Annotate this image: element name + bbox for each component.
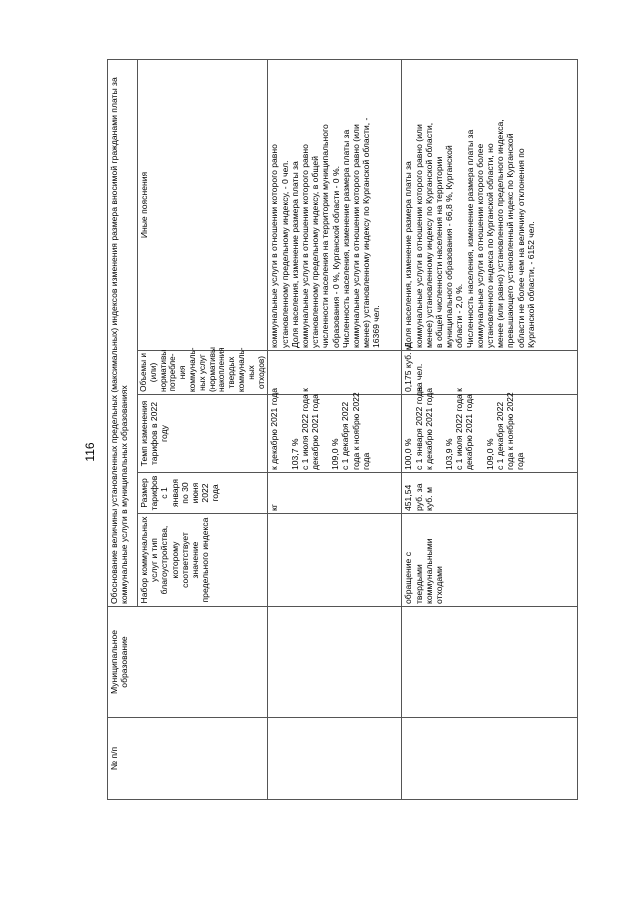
other-line: области - 2,0 %. (454, 283, 465, 348)
rate-line: с 1 января 2022 года (413, 386, 424, 470)
volumes-line: 0,175 куб. м (403, 344, 414, 392)
rate-line: года к ноябрю 2022 (504, 392, 515, 470)
other-line: Доля населения, изменение размера платы за (403, 161, 414, 348)
rate-line: года к ноябрю 2022 (350, 392, 361, 470)
cell-tariff-rate (268, 387, 402, 473)
header-tariff-size: Размер тарифов с 1 января по 30 июня 2022 года (138, 473, 268, 514)
header-services: Набор коммунальных услуг и тип благоустройства, которому соответствует значение предельного индекса (138, 514, 268, 607)
rate-line: 103,9 % (443, 438, 454, 470)
header-other: Иные пояснения (138, 59, 268, 350)
services-line: отходами (433, 566, 444, 604)
header-justification: Обоснование величины установленных предельных (максимальных) индексов изменения размера вносимой гражданами платы за коммунальные услуги в муниципальных образованиях (108, 59, 138, 606)
table-row (402, 59, 578, 799)
rate-line: года (360, 452, 371, 470)
rate-line: к декабрю 2021 года (423, 387, 434, 470)
other-line: установленному предельному индексу, в общей (310, 156, 321, 348)
cell-tariff-size: кг (268, 473, 402, 514)
cell-other (268, 59, 402, 350)
rate-line: 109,0 % (330, 438, 341, 470)
other-line: муниципального образования - 66,8 %, Курганской (444, 145, 455, 348)
header-volumes: Объемы и (или) нормативы потребле-ния коммуналь-ных услуг (нормативы накопления твердых коммуналь-ных отходов) (138, 351, 268, 395)
other-line: 16369 чел. (371, 305, 382, 348)
header-tariff-rate: Темп изменения тарифов в 2022 году (138, 395, 268, 473)
rate-line: с 1 декабря 2022 (340, 401, 351, 470)
volumes-line: на чел. (413, 363, 424, 392)
rate-line: 100,0 % (403, 438, 414, 470)
table-row (268, 59, 402, 799)
header-num: № п/п (108, 718, 268, 800)
rate-line: декабрю 2021 года (464, 394, 475, 470)
services-line: коммунальными (423, 538, 434, 604)
other-line: коммунальные услуги в отношении которого более (474, 143, 485, 348)
cell-num (402, 718, 578, 800)
cell-tariff-rate (402, 386, 578, 473)
other-line: коммунальные услуги в отношении которого равно (269, 144, 280, 348)
rate-line: к декабрю 2021 года (269, 387, 280, 470)
cell-services (268, 514, 402, 607)
justification-table (107, 59, 578, 800)
other-line: менее) установленному индексу по Курганской области, - (361, 117, 372, 348)
other-line: Численность населения, изменение размера платы за (340, 129, 351, 348)
header-municipality: Муниципальное образование (108, 607, 268, 718)
cell-other (402, 59, 578, 350)
page-number: 116 (83, 442, 97, 462)
cell-tariff-size (402, 473, 578, 514)
other-line: Доля населения, изменение размера платы за (289, 161, 300, 348)
other-line: области не более чем на величину отклонения по (515, 148, 526, 348)
other-line: образования - 0 %, Курганской области - 0 %. (330, 165, 341, 348)
cell-num (268, 718, 402, 800)
header-row-1 (108, 59, 138, 799)
services-line: обращение с (403, 551, 414, 604)
other-line: Численность населения, изменение размера платы за (464, 129, 475, 348)
rotated-page (107, 60, 617, 800)
tariff-line: 451,54 (403, 484, 414, 511)
other-line: в общей численности населения на территории (433, 156, 444, 348)
rate-line: 103,7 % (289, 438, 300, 470)
other-line: коммунальные услуги в отношении которого равно (299, 144, 310, 348)
services-line: твердыми (413, 564, 424, 604)
other-line: Курганской области, - 6152 чел. (525, 221, 536, 348)
rate-line: года (515, 452, 526, 470)
rate-line: декабрю 2021 года (309, 394, 320, 470)
other-line: коммунальные услуги в отношении которого равно (или (350, 124, 361, 348)
other-line: превышающего установленный индекс по Курганской (505, 133, 516, 348)
rate-line: с 1 декабря 2022 (494, 401, 505, 470)
other-line: менее) установленному индексу по Курганской области, (423, 122, 434, 348)
rate-line: с 1 июля 2022 года к (454, 388, 465, 470)
other-line: установленному предельному индексу, - 0 чел. (279, 160, 290, 348)
tariff-line: руб. за (413, 483, 424, 511)
rate-line: 109,0 % (484, 438, 495, 470)
cell-municipality (268, 607, 402, 718)
cell-services (402, 514, 578, 607)
tariff-line: куб. м (423, 487, 434, 511)
other-line: установленного индекса по Курганской области, но (484, 143, 495, 348)
other-line: коммунальные услуги в отношении которого равно (или (413, 124, 424, 348)
cell-volumes (268, 351, 402, 395)
other-line: менее (или равно) установленного предельного индекса, (495, 119, 506, 348)
cell-municipality (402, 607, 578, 718)
other-line: численности населения на территории муниципального (320, 124, 331, 348)
rate-line: с 1 июля 2022 года к (299, 388, 310, 470)
